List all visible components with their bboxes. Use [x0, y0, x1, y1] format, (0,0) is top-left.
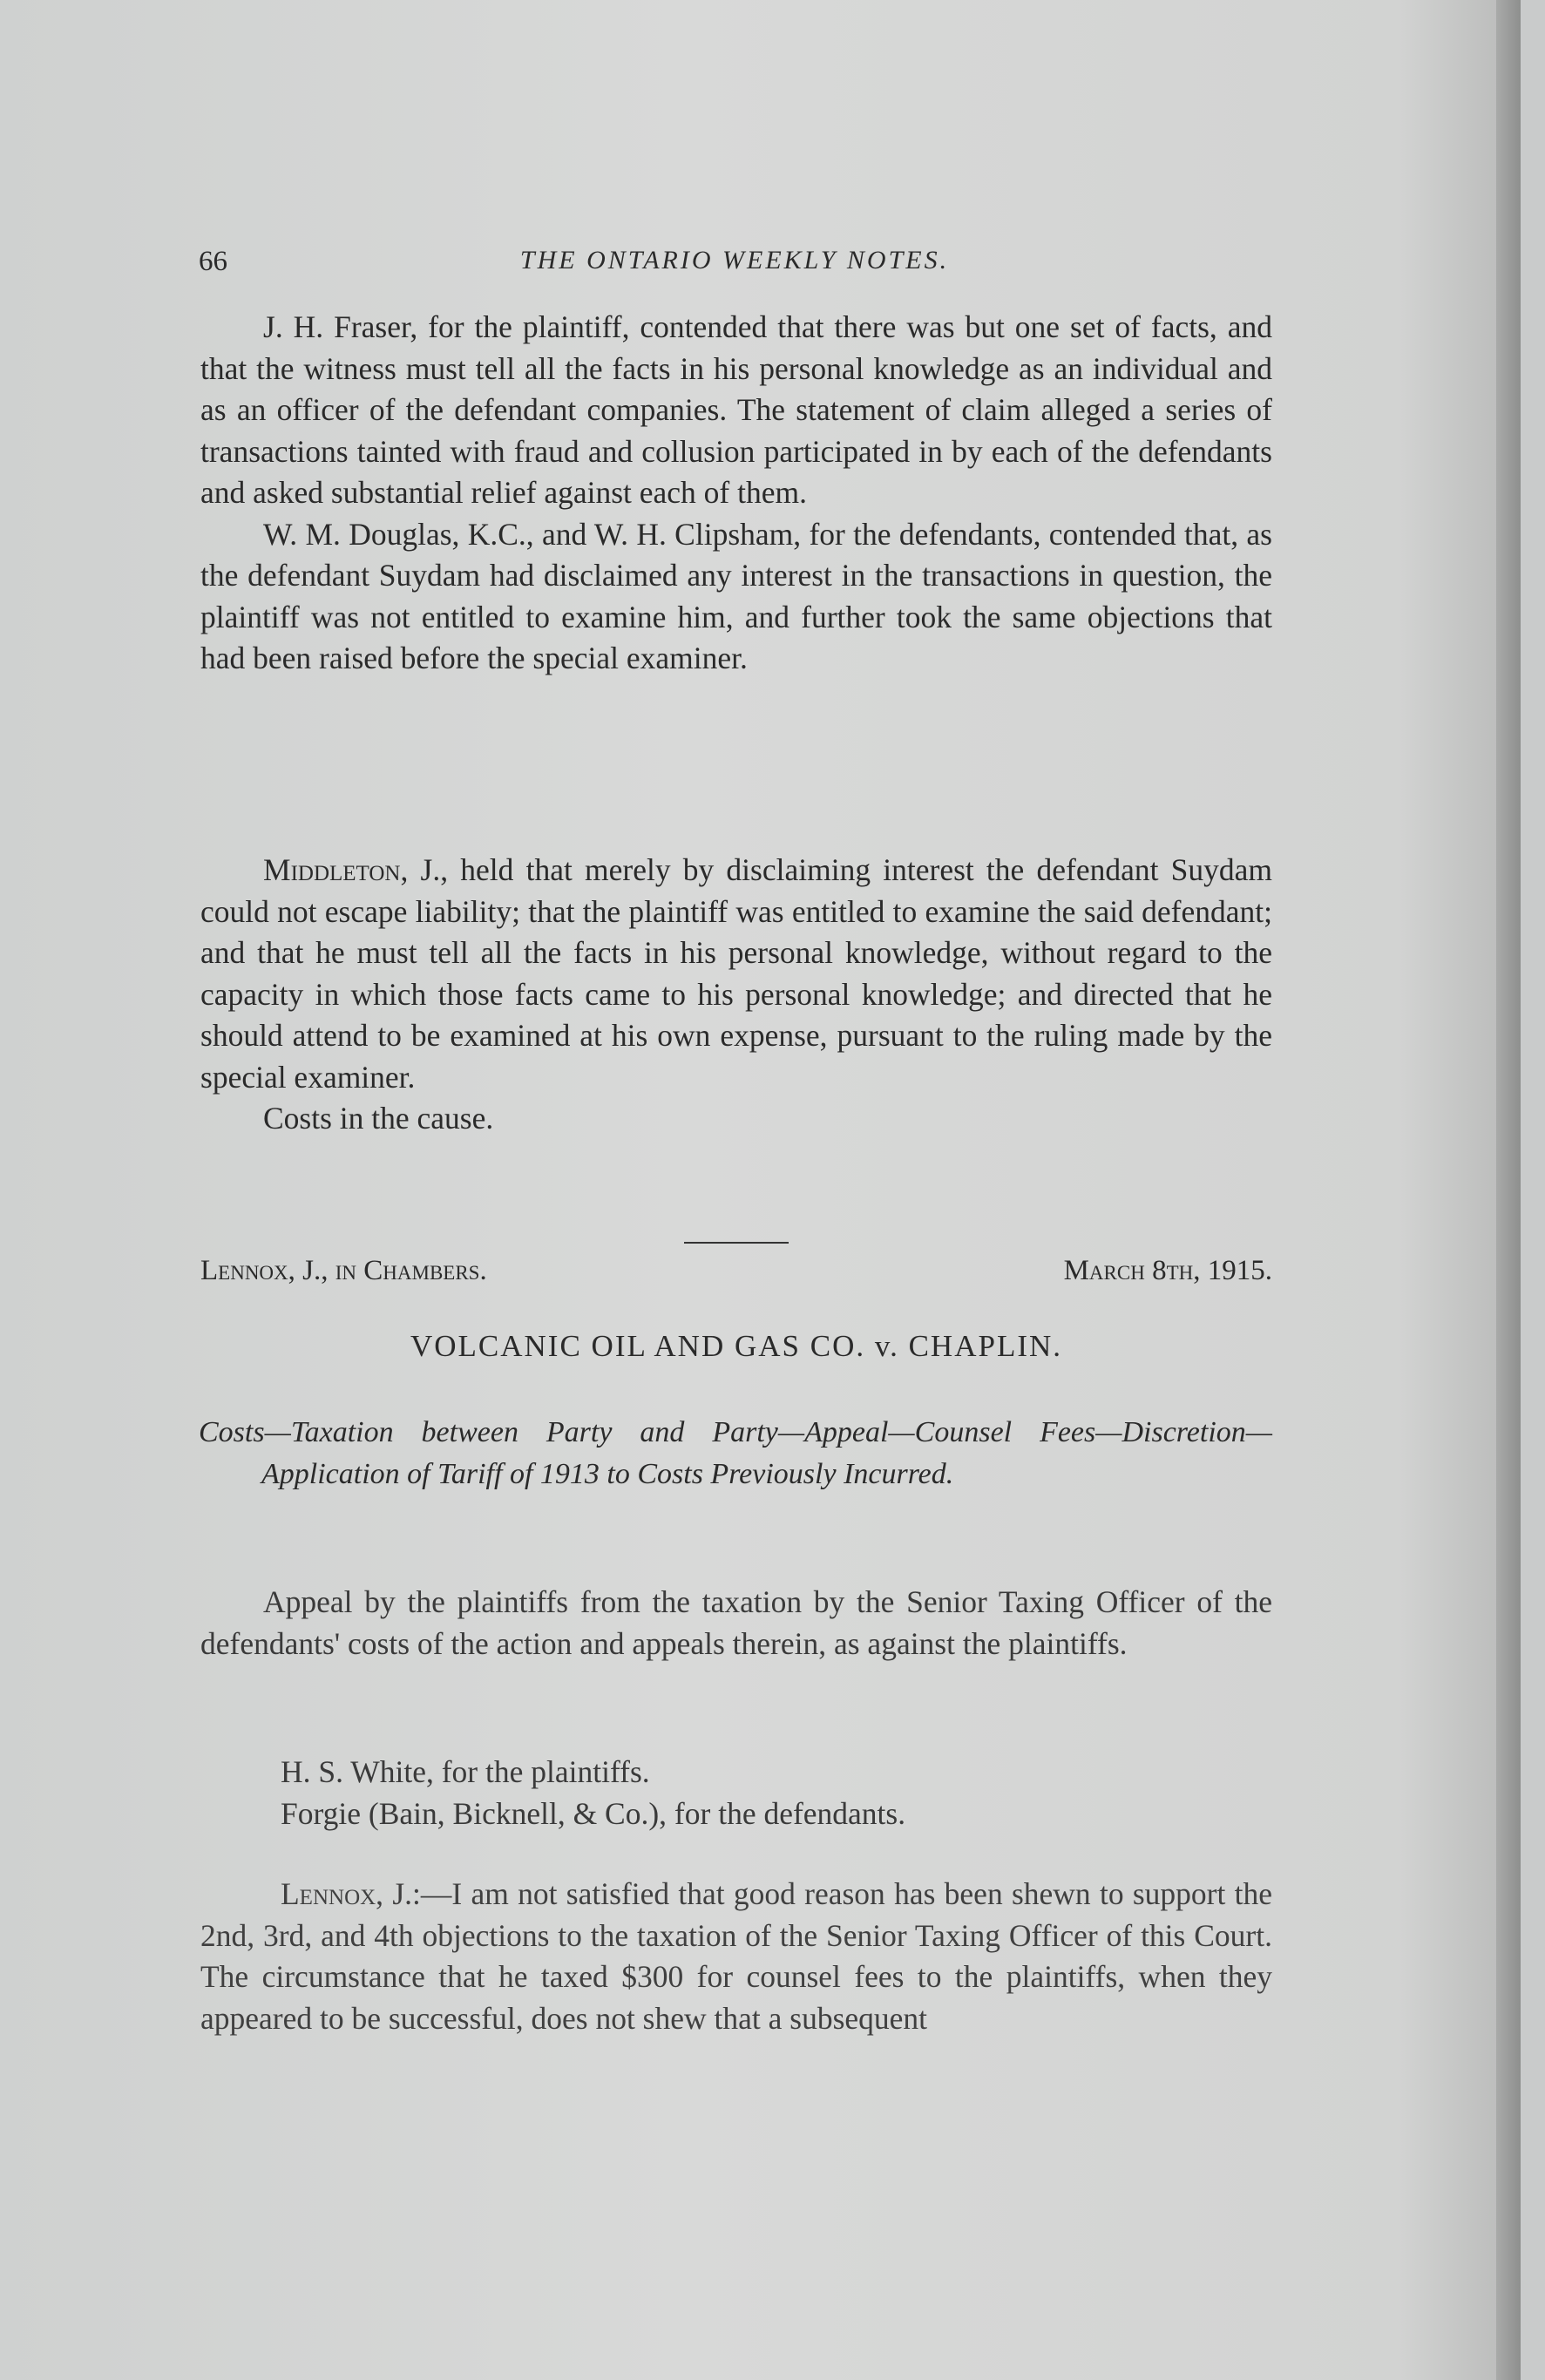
case-date: March 8th, 1915.	[1063, 1255, 1272, 1286]
paragraph-lennox	[200, 1874, 1272, 2039]
paragraph-fraser: J. H. Fraser, for the plaintiff, contended that there was but one set of facts, and that the witness must tell all the facts in his personal knowledge as an individual and as an officer of the defendant companies. The statement of claim alleged a series of transactions tainted with fraud and collusion participated in by each of the defendants and asked substantial relief against each of them.	[200, 309, 1272, 510]
appeal-section	[200, 1582, 1272, 1665]
ruling-text: held that merely by disclaiming interest the defendant Suydam could not escape liability; that the plaintiff was entitled to examine the said defendant; and that he must tell all the facts in his personal knowledge, without regard to the capacity in which those facts came to his personal knowledge; and directed that he should attend to be examined at his own expense, pursuant to the ruling made by the special examiner.	[200, 852, 1272, 1095]
judgment-section	[200, 1874, 1272, 2039]
ruling-section	[200, 850, 1272, 1140]
judge-name: Lennox, J.:—	[281, 1876, 452, 1911]
paragraph-costs: Costs in the cause.	[263, 1101, 494, 1136]
judgment-text: I am not satisfied that good reason has been shewn to support the 2nd, 3rd, and 4th objections to the taxation of the Senior Taxing Officer of this Court. The circumstance that he taxed $300 for counsel fees to the plaintiffs, when they appeared to be successful, does not shew that a subsequent	[200, 1876, 1272, 2036]
counsel-defendants: Forgie (Bain, Bicknell, & Co.), for the defendants.	[281, 1795, 906, 1831]
book-gutter	[1496, 0, 1521, 2380]
page-number: 66	[199, 246, 227, 277]
headnote-text: Costs—Taxation between Party and Party—Appeal—Counsel Fees—Discretion—Application of Tariff of 1913 to Costs Previously Incurred.	[199, 1416, 1272, 1490]
paragraph-appeal: Appeal by the plaintiffs from the taxation by the Senior Taxing Officer of the defendants' costs of the action and appeals therein, as against the plaintiffs.	[200, 1584, 1272, 1661]
judge-name: Middleton, J.,	[263, 852, 449, 887]
page-header	[199, 235, 1271, 288]
case-title: VOLCANIC OIL AND GAS CO. v. CHAPLIN.	[410, 1329, 1063, 1363]
paragraph-douglas: W. M. Douglas, K.C., and W. H. Clipsham, for the defendants, contended that, as the defendant Suydam had disclaimed any interest in the transactions in question, the plaintiff was not entitled to examine him, and further took the same objections that had been raised before the special examiner.	[200, 516, 1272, 675]
headnote	[199, 1412, 1272, 1495]
argument-section	[200, 307, 1272, 680]
paragraph-middleton	[200, 850, 1272, 1098]
counsel-section	[200, 1752, 1272, 1834]
counsel-plaintiffs: H. S. White, for the plaintiffs.	[281, 1754, 650, 1789]
section-divider	[684, 1242, 789, 1244]
chambers-judge: Lennox, J., in Chambers.	[200, 1255, 487, 1286]
running-head: THE ONTARIO WEEKLY NOTES.	[519, 246, 950, 275]
